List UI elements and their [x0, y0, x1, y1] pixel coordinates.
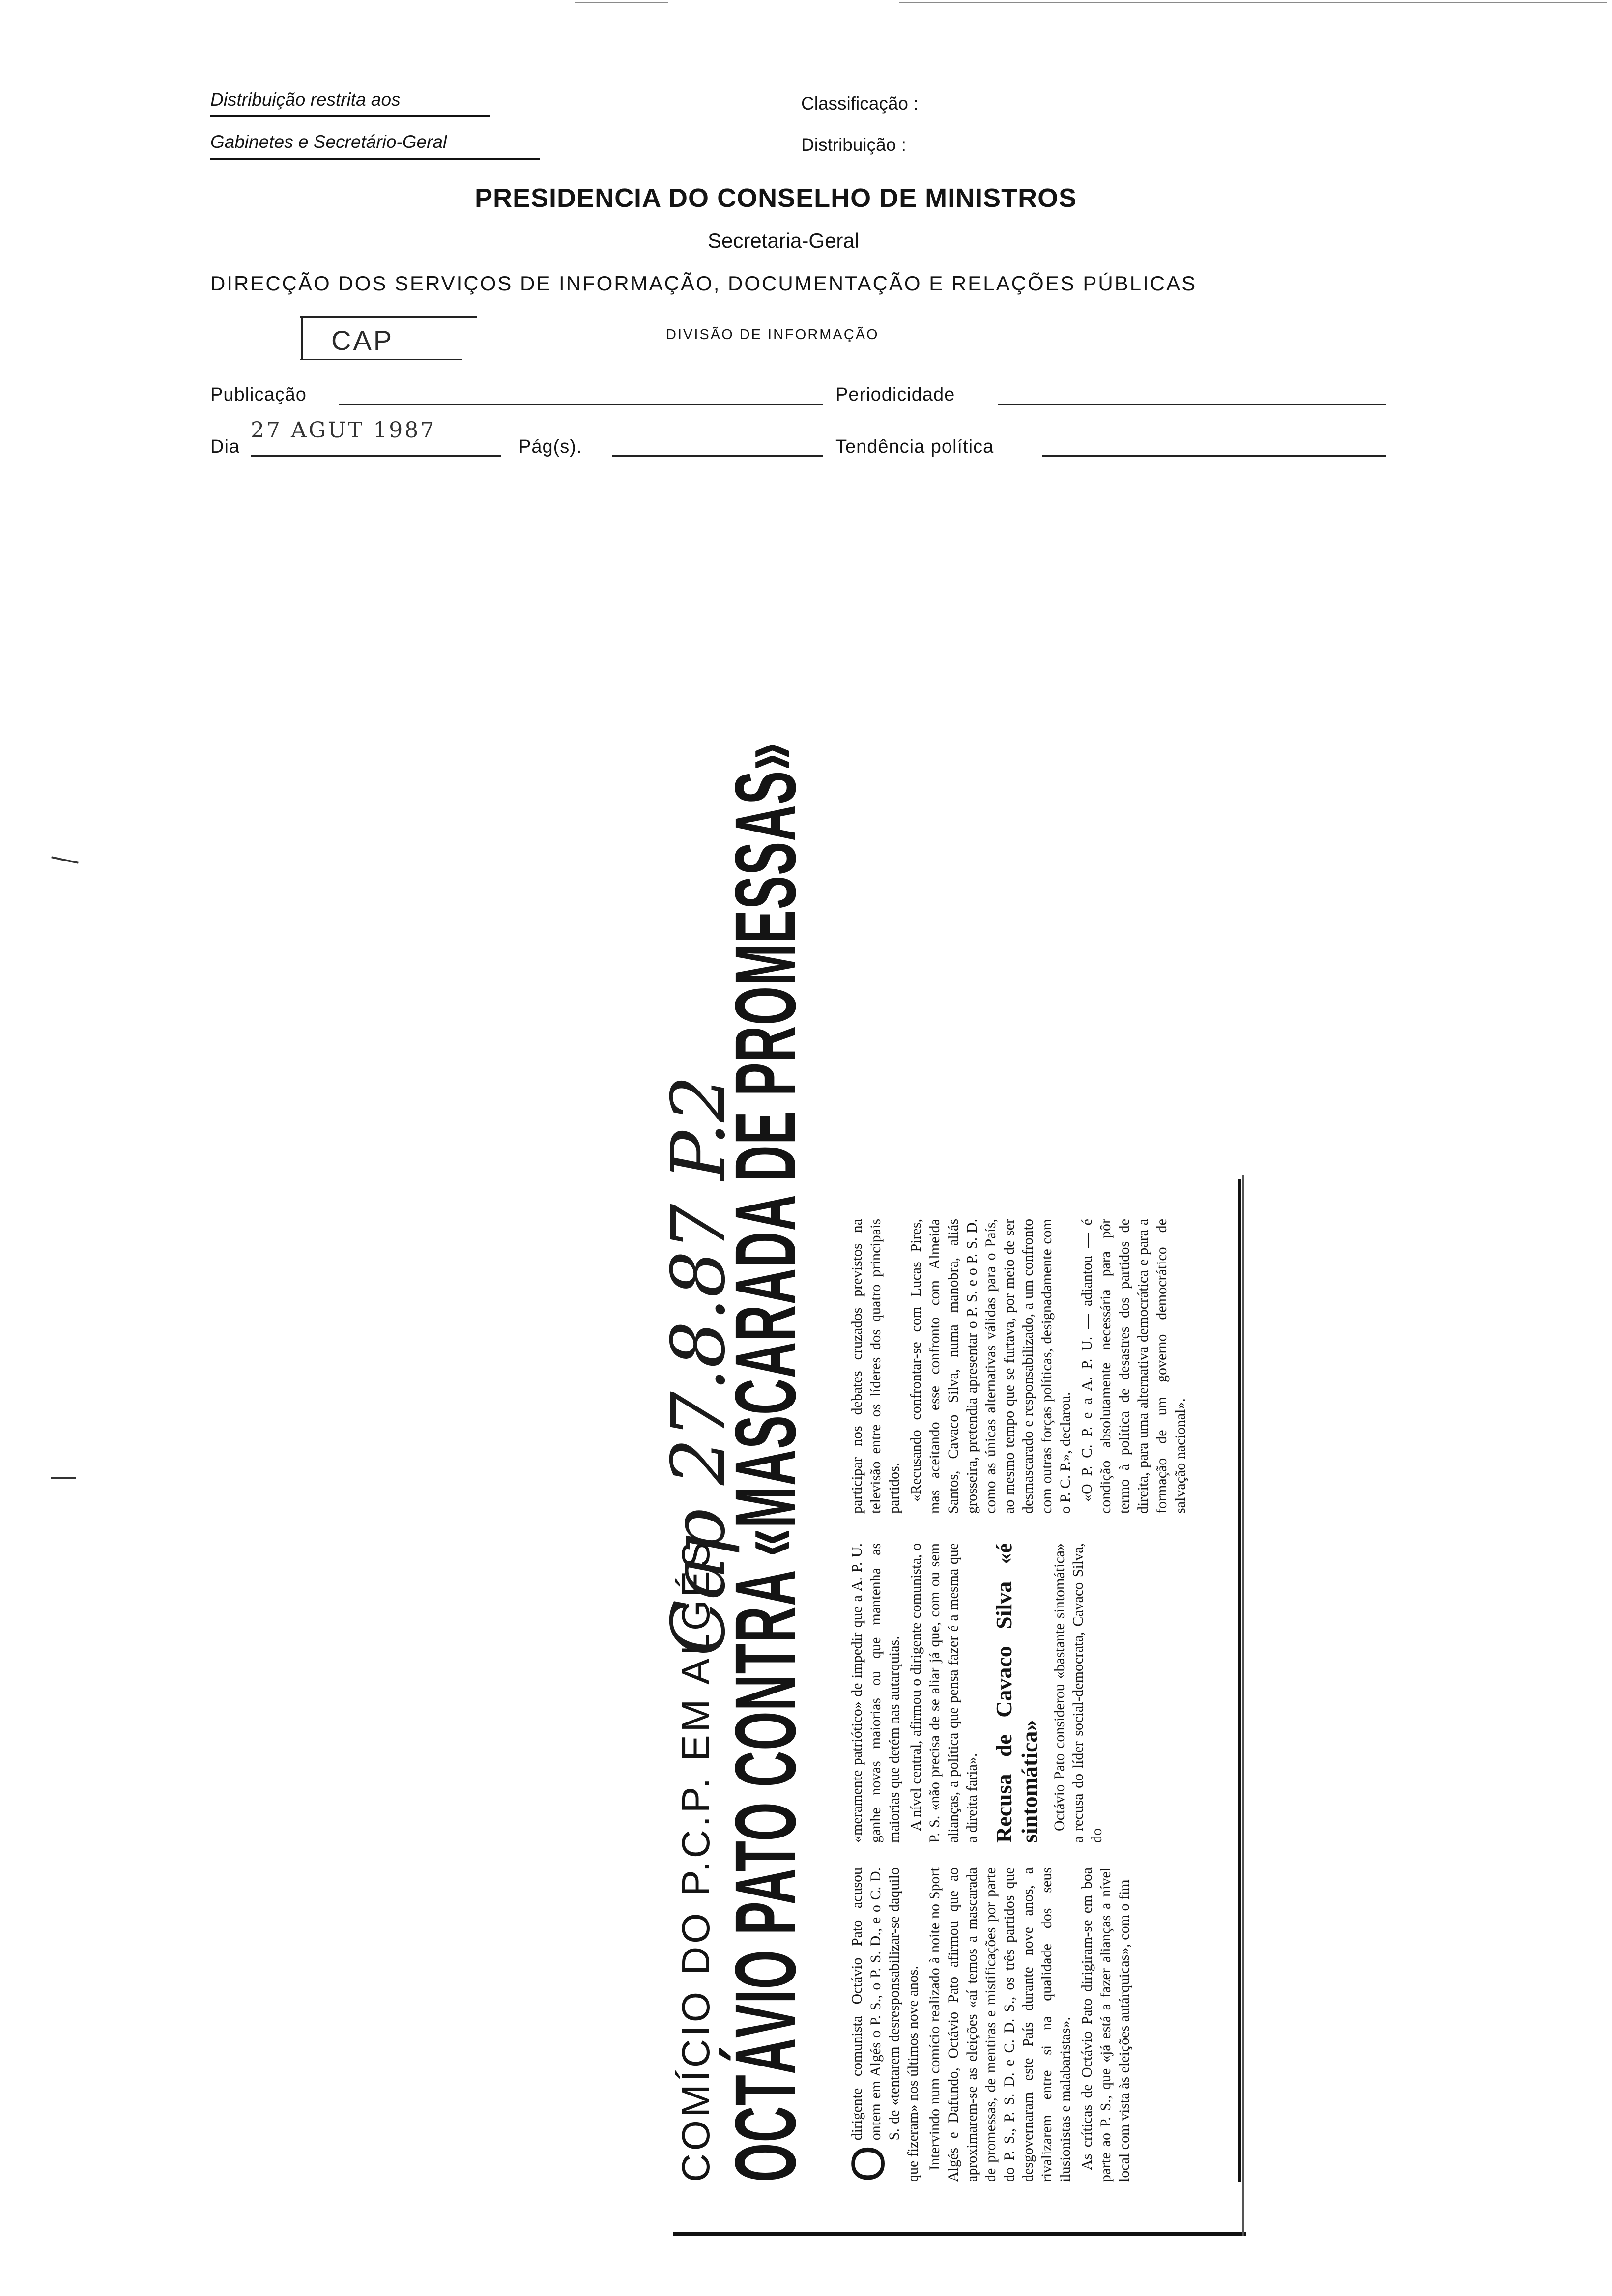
- classificacao-label: Classificação :: [801, 93, 919, 114]
- margin-mark: [51, 1477, 76, 1479]
- tendencia-label: Tendência política: [835, 436, 994, 457]
- clipping-edge-shadow: [1242, 1175, 1244, 2236]
- article-paragraph: dirigente comunista Octávio Pato acusou ontem em Algés o P. S., o P. S. D., e o C. D. S. de «tentarem desresponsabilizar-se daquilo que fizeram» nos últimos nove anos.: [849, 1867, 921, 2182]
- clipping-kicker: COMÍCIO DO P.C.P. EM ALGÉS: [674, 1539, 718, 2182]
- document-subtitle: Secretaria-Geral: [708, 229, 860, 252]
- periodicidade-label: Periodicidade: [835, 384, 955, 405]
- division-line: DIVISÃO DE INFORMAÇÃO: [666, 327, 879, 343]
- dia-label: Dia: [210, 436, 240, 457]
- clipping-headline: OCTÁVIO PATO CONTRA «MASCARADA DE PROMESSAS»: [718, 742, 814, 2182]
- clipping-bottom-rule: [1238, 1179, 1241, 2182]
- dia-value: 27 AGUT 1987: [251, 418, 436, 443]
- margin-mark: [51, 856, 79, 864]
- newspaper-clipping: [656, 609, 1253, 2182]
- publicacao-line: [339, 404, 823, 405]
- directorate-line: DIRECÇÃO DOS SERVIÇOS DE INFORMAÇÃO, DOCUMENTAÇÃO E RELAÇÕES PÚBLICAS: [210, 272, 1197, 295]
- article-paragraph: Octávio Pato considerou «bastante sintomática» a recusa do líder social-democrata, Cavaco Silva, do: [1051, 1543, 1105, 1843]
- article-column-2: [848, 1543, 1109, 1843]
- scan-artifact-line: [575, 2, 668, 3]
- periodicidade-line: [998, 404, 1386, 405]
- article-paragraph: As críticas de Octávio Pato dirigiram-se em boa parte ao P. S., que «já está a fazer alianças a nível local com vista às eleições autárquicas», com o fim: [1079, 1867, 1132, 2182]
- restricted-distribution-line2: Gabinetes e Secretário-Geral: [210, 132, 447, 152]
- article-column-1: [842, 1867, 1137, 2182]
- article-column-3: [848, 1219, 1193, 1514]
- pags-line: [612, 455, 823, 457]
- pags-label: Pág(s).: [518, 436, 582, 457]
- scan-artifact-line: [899, 2, 1607, 3]
- article-paragraph: «Recusando confrontar-se com Lucas Pires, mas aceitando esse confronto com Almeida Santos, Cavaco Silva, numa manobra, aliás grosseira, pretendia apresentar o P. S. e o P. S. D. como as únicas alternativas válidas para o País, ao mesmo tempo que se furtava, por meio de ser desmascarado e responsabilizado, a um confronto com outras forças políticas, designadamente com o P. C. P.», declarou.: [908, 1219, 1073, 1514]
- article-paragraph: «O P. C. P. e a A. P. U. — adiantou — é condição absolutamente necessária para pôr termo à política de desastres dos partidos de direita, para uma alternativa democrática e para a formação de um governo democrático de salvação nacional».: [1079, 1219, 1188, 1514]
- dia-line: [251, 455, 501, 457]
- handwritten-reference-note: Cap 27.8.87 P.2: [656, 1075, 742, 1656]
- stamp-text: CAP: [331, 325, 394, 356]
- restricted-underline-1: [210, 115, 490, 117]
- article-paragraph: participar nos debates cruzados previstos na televisão entre os líderes dos quatro principais partidos.: [849, 1219, 902, 1514]
- clipping-left-rule: [673, 2232, 1246, 2236]
- restricted-underline-2: [210, 158, 540, 160]
- article-paragraph: Intervindo num comício realizado à noite no Sport Algés e Dafundo, Octávio Pato afirmou que ao aproximarem-se as eleições «aí temos a mascarada de promessas, de mentiras e mistificações por parte do P. S., P. S. D. e C. D. S., os três partidos que desgovernaram este País durante nove anos, a rivalizarem entre si na qualidade dos seus ilusionistas e malabaristas».: [926, 1867, 1073, 2182]
- document-title: PRESIDENCIA DO CONSELHO DE MINISTROS: [475, 183, 1077, 213]
- restricted-distribution-line1: Distribuição restrita aos: [210, 89, 401, 110]
- article-paragraph: «meramente patriótico» de impedir que a A. P. U. ganhe novas maiorias ou que mantenha as maiorias que detém nas autarquias.: [849, 1543, 902, 1843]
- filing-stamp: [295, 311, 491, 365]
- article-paragraph: A nível central, afirmou o dirigente comunista, o P. S. «não precisa de se aliar já que, com ou sem alianças, a política que pensa fazer é a mesma que a direita faria».: [908, 1543, 980, 1843]
- dropcap-letter: O: [842, 2145, 894, 2182]
- article-subheading: Recusa de Cavaco Silva «é sintomática»: [991, 1543, 1042, 1843]
- publicacao-label: Publicação: [210, 384, 307, 405]
- tendencia-line: [1042, 455, 1386, 457]
- distribuicao-label: Distribuição :: [801, 135, 906, 155]
